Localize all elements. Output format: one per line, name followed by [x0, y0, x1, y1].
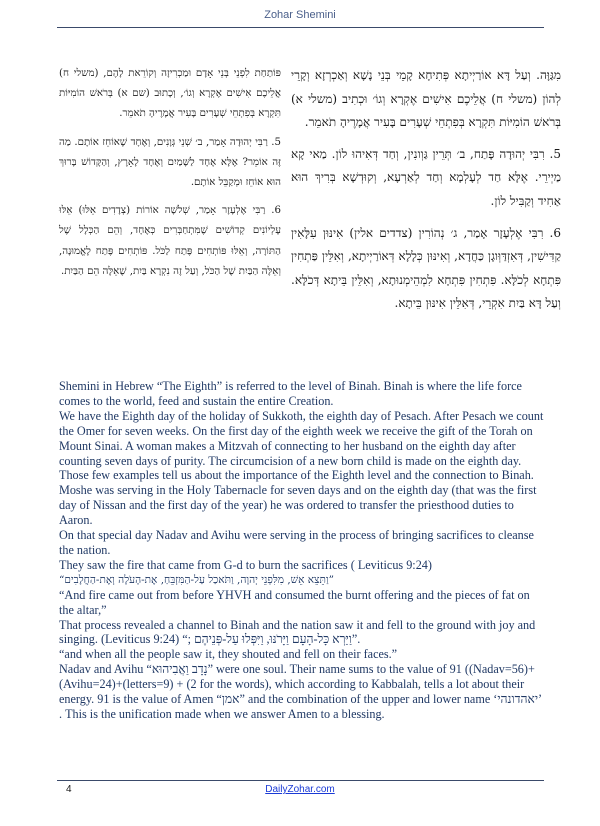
hebrew-paragraph-intro: פּוֹתַחַת לִפְנֵי בְּנֵי אָדָם וּמַכְרִיזָה וְקוֹרֵאת לָהֶם, (משלי ח) אֲלֵיכֶם אִישִׁים אֶקְרָא וְגוֹ׳, וְכָתוּב (שם א) בְּרֹאשׁ הוֹמִיּוֹת תִּקְרָא בְּפִתְחֵי שְׁעָרִים בָּעִיר אֲמָרֶיהָ תֹאמֵר.: [59, 68, 281, 120]
site-link[interactable]: DailyZohar.com: [265, 784, 335, 795]
commentary-paragraph: We have the Eighth day of the holiday of Sukkoth, the eighth day of Pesach. After Pesach we count the Omer for seven weeks. On the first day of the eighth week we receive the gift of the Torah on Mount Sinai. A woman makes a Mitzvah of connecting to her husband on the eighth day after counting seven days of purity. The circumcision of a new born child is made on the eighth day.: [59, 408, 544, 468]
hebrew-verse-quote: ”וַתֵּצֵא אֵשׁ, מִלִּפְנֵי יְהוָה, וַתֹּאכַל עַל-הַמִּזְבֵּחַ, אֶת-הָעֹלָה וְאֶת-הַחֲלָבִים“: [59, 573, 335, 586]
commentary-paragraph: That process revealed a channel to Binah and the nation saw it and fell to the ground with joy and singing. (Leviticus 9:24) “; וַיַּרְא כָּל-הָעָם וַיָּרֹנּוּ, וַיִּפְּלוּ עַל-פְּנֵיהֶם”.: [59, 617, 536, 647]
commentary-paragraph: They saw the fire that came from G-d to burn the sacrifices ( Leviticus 9:24): [59, 557, 432, 572]
hebrew-paragraph-5: 5. רַבִּי יְהוּדָה אָמַר, ב׳ שְׁנֵי גְּוָנִים, וְאֶחָד שֶׁאוֹחֵז אוֹתָם. מַה זֶּה אוֹמֵר? אֶלָּא אֶחָד לַשָּׁמַיִם וְאֶחָד לָאָרֶץ, וְהַקָּדוֹשׁ בָּרוּךְ הוּא אוֹחֵז וּמְקַבֵּל אוֹתָם.: [59, 136, 281, 189]
footer-divider: [57, 780, 544, 781]
hebrew-aramaic-column: [291, 64, 561, 376]
commentary-paragraph: Those few examples tell us about the importance of the Eighth level and the connection to Binah.: [59, 468, 534, 483]
commentary-paragraph: On that special day Nadav and Avihu were serving in the process of bringing sacrifices to cleanse the nation.: [59, 528, 534, 557]
aramaic-paragraph-6: 6. רִבִּי אֶלְעָזָר אָמַר, ג׳ נְהוֹרִין (צדדים אלין) אִינּוּן עִלָּאִין קַדִּישִׁין, דְּאִזְדַּוְּוגָן כַּחֲדָא, וְאִינּוּן כְּלָלָא דְּאוֹרַיְיתָא, וְאִלֵּין פַּתְחִין פִּתְחָא לְכֹלָּא. פִּתְחִין פִּתְחָא לִמְהֵימְנוּתָא, וְאִלֵּין בֵּיתָא דְּכֹלָּא. וְעַל דָּא בַּיִת אִקְרֵי, דְּאִלֵּין אִינּוּן בֵּיתָא.: [291, 225, 561, 311]
english-commentary: [59, 379, 545, 722]
hebrew-paragraph-6: 6. רַבִּי אֶלְעָזָר אָמַר, שְׁלֹשָׁה אוֹרוֹת (צְדָדִים אֵלּוּ) אֵלּוּ עֶלְיוֹנִים קְדוֹשִׁים שֶׁמִּתְחַבְּרִים כְּאֶחָד, וְהֵם הַכְּלָל שֶׁל הַתּוֹרָה, וְאֵלּוּ פּוֹתְחִים פֶּתַח לַכֹּל. פּוֹתְחִים פֶּתַח לֶאֱמוּנָה, וְאֵלֶּה הַבַּיִת שֶׁל הַכֹּל, וְעַל זֶה נִקְרָא בַּיִת, שֶׁאֵלֶּה הֵם הַבַּיִת.: [59, 205, 281, 277]
page-number: 4: [66, 784, 72, 795]
commentary-paragraph: Nadav and Avihu “נָדָב וַאֲבִיהוּא” were one soul. Their name sums to the value of 91 ((Nadav=56)+ (Avihu=24)+(letters=9) + (2 for the words), which according to Kabbalah, tells a lot about their energy. 91 is the value of Amen “אמן” and the combination of the upper and lower name ‘יאהדונהי’ . This is the unification made when we answer Amen to a blessing.: [59, 662, 542, 721]
commentary-paragraph: Shemini in Hebrew “The Eighth” is referred to the level of Binah. Binah is where the life force comes to the world, feed and sustain the entire Creation.: [59, 379, 522, 408]
aramaic-paragraph-5: 5. רִבִּי יְהוּדָה פָּתַח, ב׳ תְּרֵין גַּוְונִין, וְחַד דְּאִיהוּ לוֹן. מַאי קָא מַיְירֵי. אֶלָּא חַד לְעָלְמָא וְחַד לְאַרְעָא, וְקוּדְשָׁא בְּרִיךְ הוּא אַחִיד וְקַבִּיל לוֹן.: [291, 146, 561, 208]
commentary-paragraph: Moshe was serving in the Holy Tabernacle for seven days and on the eighth day (that was the first day of Nissan and the first day of the year) he was ordered to transfer the priesthood duties to Aaron.: [59, 483, 537, 528]
aramaic-paragraph-intro: מִגַּוָּה. וְעַל דָּא אוֹרַיְיתָא פְּתִיחָא קָמֵי בְּנֵי נָשָׁא וְאַכְרְזָא וְקָרֵי לְהוֹן (משלי ח) אֲלֵיכֶם אִישִׁים אֶקְרָא וְגוֹ׳ וּכְתִיב (משלי א) בְּרֹאשׁ הוֹמִיּוֹת תִּקְרָא בְּפִתְחֵי שְׁעָרִים בָּעִיר אֲמָרֶיהָ תֹאמֵר.: [291, 68, 561, 130]
commentary-paragraph: “And fire came out from before YHVH and consumed the burnt offering and the pieces of fat on the altar,”: [59, 587, 530, 617]
hebrew-translation-column: [59, 64, 281, 376]
header-divider: [57, 27, 544, 28]
page-header-title: Zohar Shemini: [264, 9, 336, 21]
commentary-paragraph: “and when all the people saw it, they shouted and fell on their faces.”: [59, 647, 398, 662]
